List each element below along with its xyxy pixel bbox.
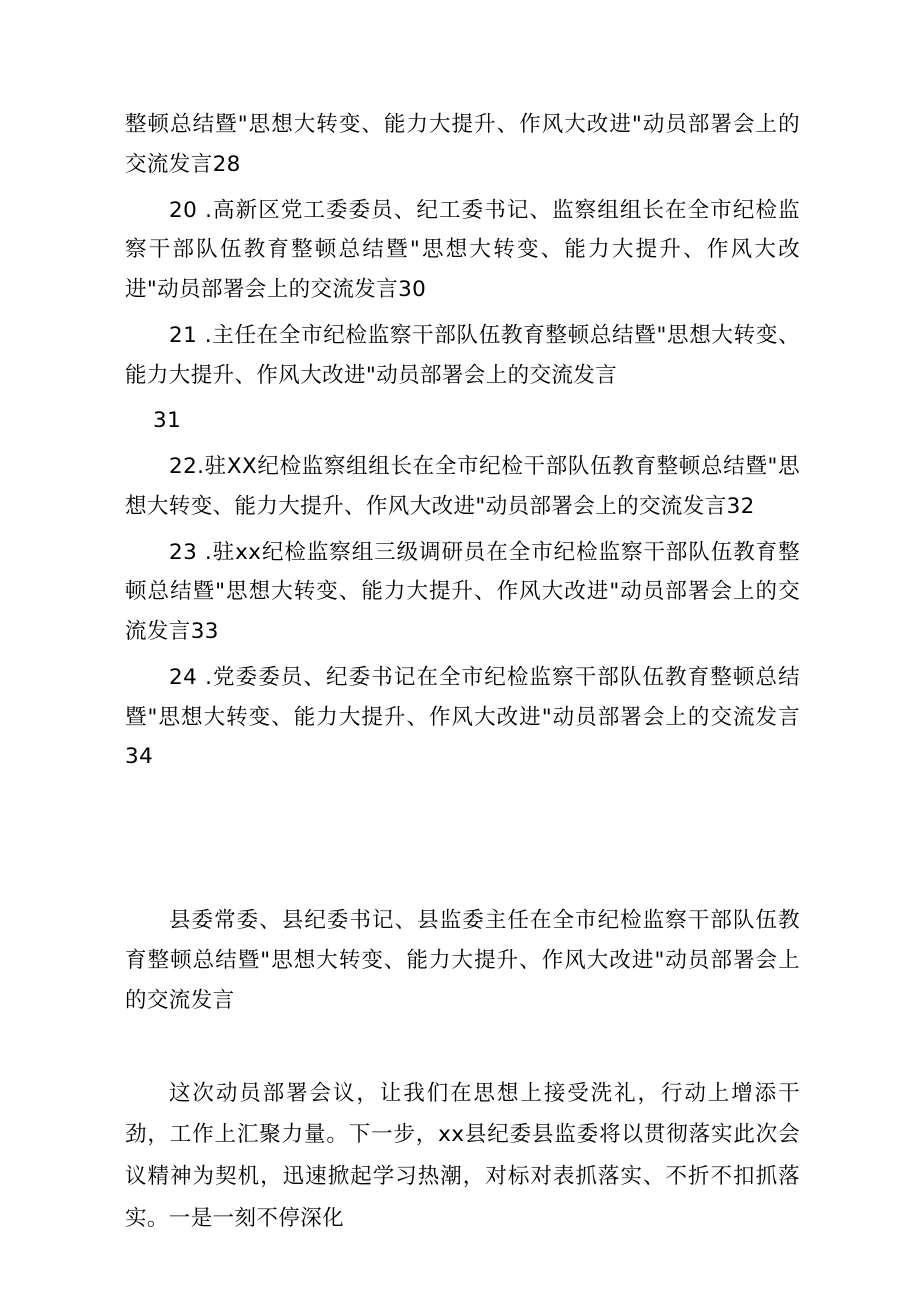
toc-entry-19-continuation: 整顿总结暨"思想大转变、能力大提升、作风大改进"动员部署会上的交流发言28 [125, 112, 800, 177]
toc-entry-22: 22.驻XX纪检监察组组长在全市纪检干部队伍教育整顿总结暨"思想大转变、能力大提升、作风大改进"动员部署会上的交流发言32 [125, 454, 800, 519]
title-body-gap [125, 1021, 800, 1073]
toc-entry-21-page-number: 31 [153, 408, 182, 434]
body-paragraph: 这次动员部署会议，让我们在思想上接受洗礼，行动上增添干劲，工作上汇聚力量。下一步，xx县纪委县监委将以贯彻落实此次会议精神为契机，迅速掀起学习热潮，对标对表抓落实、不折不扣抓落实。一是一刻不停深化 [125, 1080, 800, 1232]
section-spacer [125, 783, 800, 901]
toc-entry-24: 24 .党委委员、纪委书记在全市纪检监察干部队伍教育整顿总结暨"思想大转变、能力大提升、作风大改进"动员部署会上的交流发言34 [125, 664, 800, 770]
toc-entry-21: 21 .主任在全市纪检监察干部队伍教育整顿总结暨"思想大转变、能力大提升、作风大改进"动员部署会上的交流发言 [125, 322, 800, 388]
toc-entry-23: 23 .驻xx纪检监察组三级调研员在全市纪检监察干部队伍教育整顿总结暨"思想大转变、能力大提升、作风大改进"动员部署会上的交流发言33 [125, 539, 800, 645]
toc-entry-20: 20 .高新区党工委委员、纪工委书记、监察组组长在全市纪检监察干部队伍教育整顿总结暨"思想大转变、能力大提升、作风大改进"动员部署会上的交流发言30 [125, 197, 800, 303]
table-of-contents [125, 105, 800, 777]
section-title: 县委常委、县纪委书记、县监委主任在全市纪检监察干部队伍教育整顿总结暨"思想大转变、能力大提升、作风大改进"动员部署会上的交流发言 [125, 908, 800, 1013]
